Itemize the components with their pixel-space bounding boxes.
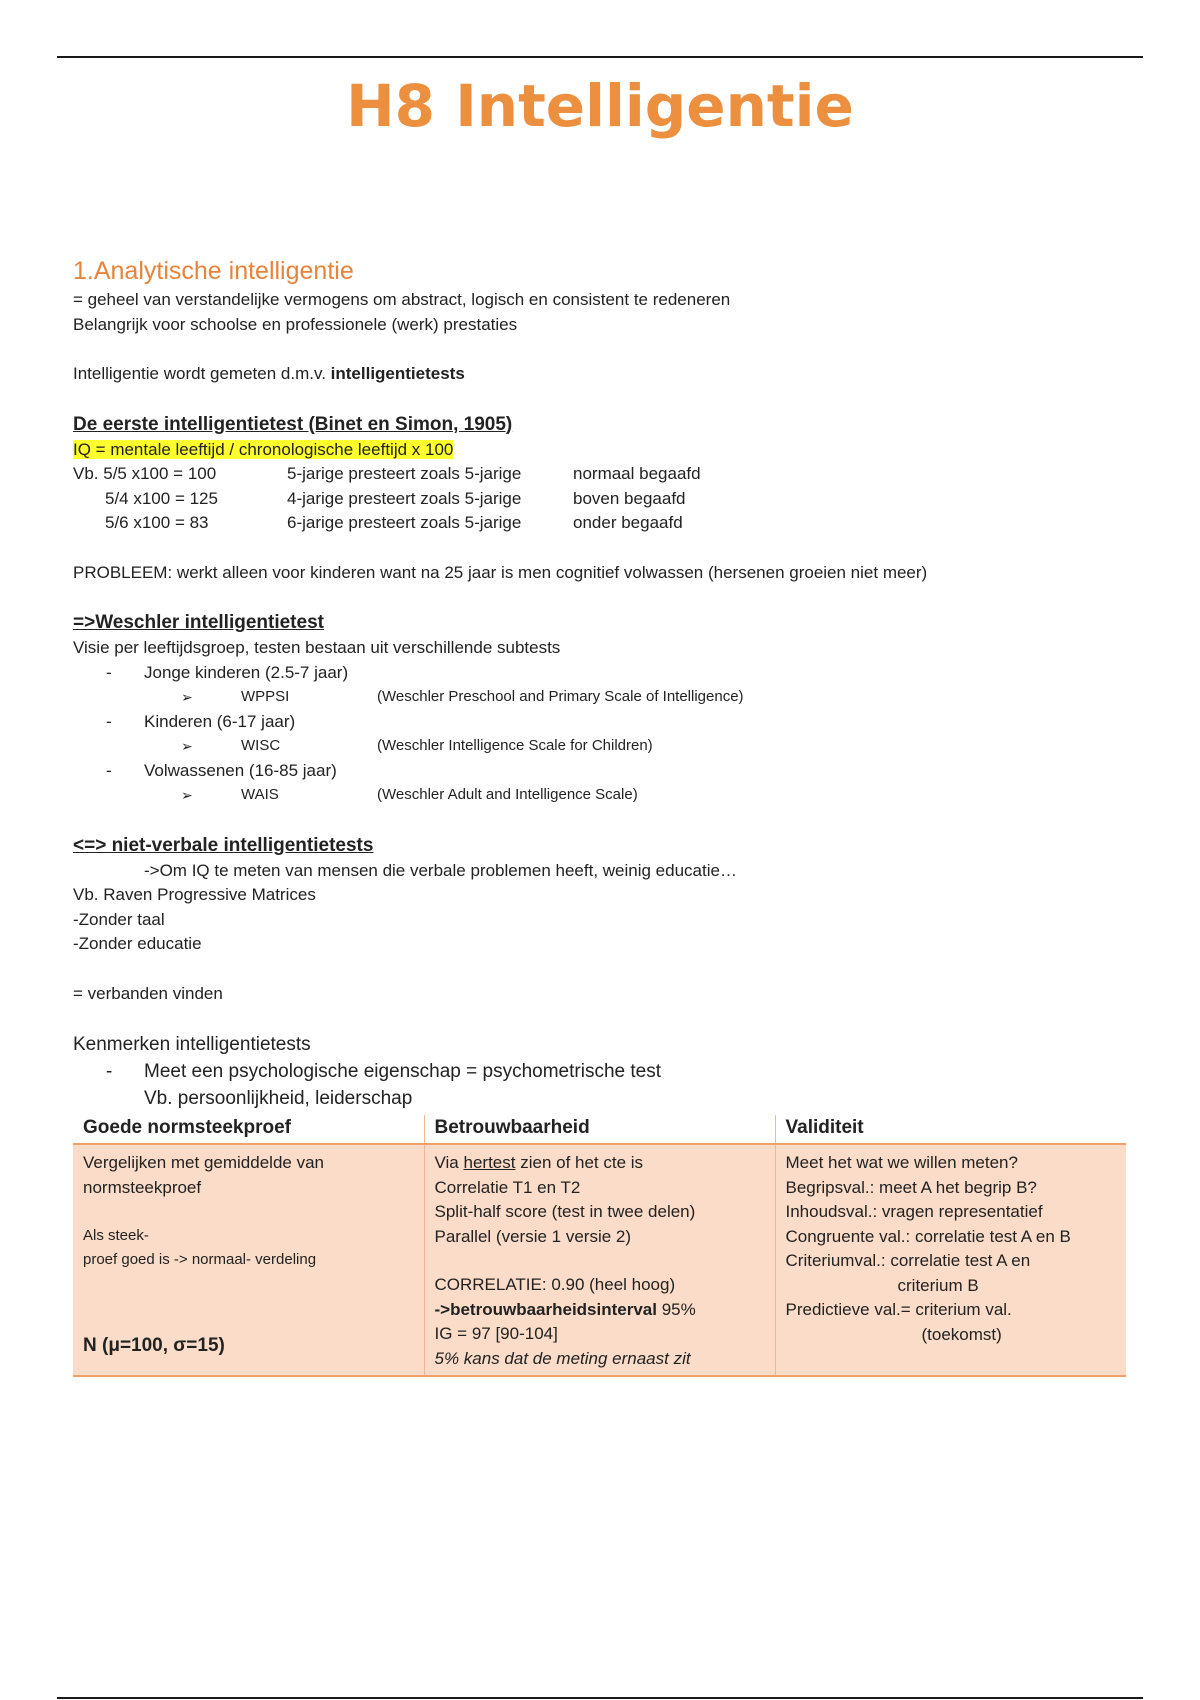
characteristic-example: Vb. persoonlijkheid, leiderschap <box>144 1088 413 1109</box>
cell-validity <box>775 1144 1126 1376</box>
column-header: Goede normsteekproef <box>73 1115 424 1144</box>
example-desc: 5-jarige presteert zoals 5-jarige <box>287 464 522 483</box>
cell-text: Split-half score (test in twee delen) <box>434 1202 696 1221</box>
example-label: boven begaafd <box>573 488 686 508</box>
characteristic-item: Meet een psychologische eigenschap = psychometrische test <box>144 1061 661 1082</box>
definition-text: = geheel van verstandelijke vermogens om abstract, logisch en consistent te redeneren <box>73 290 731 309</box>
no-education: -Zonder educatie <box>73 934 202 953</box>
comparison-table <box>73 1115 1126 1377</box>
cell-text: criterium B <box>897 1275 979 1295</box>
relations-text: = verbanden vinden <box>73 983 223 1003</box>
cell-text: Inhoudsval.: vragen representatief <box>785 1202 1043 1221</box>
top-rule <box>57 56 1143 58</box>
retest-underlined: hertest <box>463 1153 516 1172</box>
page-title: H8 Intelligentie <box>346 72 854 140</box>
list-item <box>73 685 1133 710</box>
cell-text: IG = 97 [90-104] <box>434 1324 558 1343</box>
cell-text: Criteriumval.: correlatie test A en <box>785 1251 1031 1270</box>
age-group: Jonge kinderen (2.5-7 jaar) <box>144 662 349 682</box>
cell-text: 5% kans dat de meting ernaast zit <box>434 1348 691 1368</box>
binet-heading: De eerste intelligentietest (Binet en Simon, 1905) <box>73 413 513 435</box>
example-calc: Vb. 5/5 x100 = 100 <box>73 464 217 483</box>
arrow-bullet-icon: ➢ <box>181 787 193 803</box>
example-row <box>73 511 1133 536</box>
cell-text: proef goed is -> normaal- verdeling <box>83 1251 317 1268</box>
list-item <box>73 710 1133 735</box>
measured-text <box>73 362 1133 387</box>
test-full-name: (Weschler Intelligence Scale for Children) <box>377 737 653 754</box>
example-desc: 6-jarige presteert zoals 5-jarige <box>287 513 522 532</box>
example-calc: 5/4 x100 = 125 <box>105 488 218 508</box>
problem-text: PROBLEEM: werkt alleen voor kinderen want na 25 jaar is men cognitief volwassen (hersenen groeien niet meer) <box>73 562 928 582</box>
list-item <box>73 734 1133 759</box>
list-item <box>73 1058 1133 1085</box>
cell-text: Correlatie T1 en T2 <box>434 1177 581 1197</box>
column-header: Validiteit <box>775 1115 1126 1144</box>
cell-text: Begripsval.: meet A het begrip B? <box>785 1177 1037 1197</box>
document-body <box>73 256 1133 1112</box>
cell-text: Predictieve val.= criterium val. <box>785 1300 1012 1319</box>
cell-text: ->betrouwbaarheidsinterval 95% <box>434 1299 696 1319</box>
normal-distribution: N (μ=100, σ=15) <box>83 1335 225 1356</box>
age-group: Volwassenen (16-85 jaar) <box>144 760 337 780</box>
section-heading-analytical: 1.Analytische intelligentie <box>73 257 354 285</box>
measured-bold: intelligentietests <box>330 364 465 383</box>
cell-text: CORRELATIE: 0.90 (heel hoog) <box>434 1275 676 1294</box>
dash-bullet: - <box>106 662 112 682</box>
no-language: -Zonder taal <box>73 909 165 929</box>
nonverbal-purpose: ->Om IQ te meten van mensen die verbale problemen heeft, weinig educatie… <box>144 860 737 880</box>
dash-bullet: - <box>106 711 112 731</box>
table-header-row <box>73 1115 1126 1144</box>
example-label: onder begaafd <box>573 513 683 532</box>
cell-text: Parallel (versie 1 versie 2) <box>434 1226 632 1246</box>
cell-reliability <box>424 1144 775 1376</box>
column-header: Betrouwbaarheid <box>424 1115 775 1144</box>
bottom-rule <box>57 1697 1143 1699</box>
cell-text: Meet het wat we willen meten? <box>785 1153 1018 1172</box>
cell-text: Congruente val.: correlatie test A en B <box>785 1226 1071 1246</box>
dash-bullet: - <box>106 760 112 780</box>
list-item <box>73 783 1133 808</box>
iq-formula: IQ = mentale leeftijd / chronologische leeftijd x 100 <box>73 439 454 459</box>
arrow-bullet-icon: ➢ <box>181 738 193 754</box>
weschler-heading: =>Weschler intelligentietest <box>73 612 324 633</box>
measured-prefix: Intelligentie wordt gemeten d.m.v. <box>73 364 331 383</box>
test-abbrev: WISC <box>241 737 281 754</box>
nonverbal-example: Vb. Raven Progressive Matrices <box>73 885 316 904</box>
cell-text: Als steek- <box>83 1227 149 1244</box>
cell-text: normsteekproef <box>83 1177 202 1197</box>
cell-text: Vergelijken met gemiddelde van <box>83 1153 324 1172</box>
dash-bullet: - <box>106 1061 113 1082</box>
table-row <box>73 1144 1126 1376</box>
test-abbrev: WAIS <box>241 786 279 803</box>
characteristics-heading: Kenmerken intelligentietests <box>73 1034 311 1055</box>
test-full-name: (Weschler Adult and Intelligence Scale) <box>377 786 638 803</box>
example-desc: 4-jarige presteert zoals 5-jarige <box>287 488 522 508</box>
nonverbal-heading: <=> niet-verbale intelligentietests <box>73 834 374 856</box>
example-row <box>73 487 1133 512</box>
list-item <box>73 661 1133 686</box>
importance-text: Belangrijk voor schoolse en professionele (werk) prestaties <box>73 314 518 334</box>
cell-text: (toekomst) <box>921 1324 1002 1344</box>
age-group: Kinderen (6-17 jaar) <box>144 711 296 731</box>
example-row <box>73 462 1133 487</box>
arrow-bullet-icon: ➢ <box>181 689 193 705</box>
cell-normsample <box>73 1144 424 1376</box>
cell-text: Via hertest zien of het cte is <box>434 1153 644 1172</box>
example-label: normaal begaafd <box>573 464 701 483</box>
list-item <box>73 759 1133 784</box>
test-full-name: (Weschler Preschool and Primary Scale of Intelligence) <box>377 688 744 705</box>
weschler-desc: Visie per leeftijdsgroep, testen bestaan uit verschillende subtests <box>73 638 561 657</box>
test-abbrev: WPPSI <box>241 688 290 705</box>
example-calc: 5/6 x100 = 83 <box>105 513 209 532</box>
